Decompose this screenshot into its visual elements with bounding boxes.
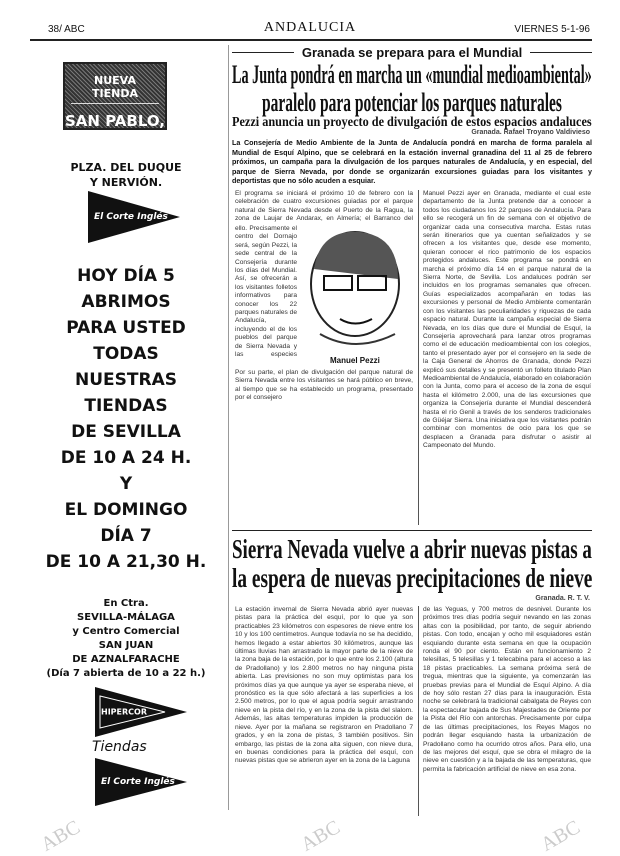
ad-line: Y	[119, 474, 133, 494]
ad-small-line: (Día 7 abierta de 10 a 22 h.)	[46, 668, 206, 679]
body-text: ello. Precisamente el centro del Dornajo será, según Pezzi, la sede central de la Consejería durante los días del Mundial. Así, se ofrecerán a los visitantes folletos informativos para conocer los 22 parques naturales de Andalucía, incluyendo el de los pueblos del parque de Sierra Nevada y las especies	[235, 225, 297, 359]
new-store-banner	[63, 62, 167, 148]
ad-line: DÍA 7	[100, 526, 152, 546]
watermark: ABC	[297, 816, 344, 856]
ad-line: PARA USTED	[66, 318, 186, 338]
byline: Granada. R. T. V.	[535, 595, 590, 602]
ad-small-line: DE AZNALFARACHE	[72, 654, 180, 665]
issue-date: VIERNES 5-1-96	[514, 24, 590, 35]
headline: la espera de nuevas precipitaciones de nieve	[232, 563, 593, 593]
body-text: Por su parte, el plan de divulgación del parque natural de Sierra Nevada entre los visitantes se hará público en breve, al tiempo que se ha establecido un programa, presentado por el consejero	[235, 369, 413, 402]
ad-small-line: y Centro Comercial	[72, 626, 180, 637]
headline: La Junta pondrá en marcha un «mundial medioambiental»	[232, 60, 592, 89]
ad-line: NUESTRAS	[75, 370, 177, 390]
el-corte-ingles-logo	[88, 191, 180, 243]
column-divider	[228, 45, 229, 810]
banner-top-text: NUEVA TIENDA	[71, 74, 159, 104]
section-title: ANDALUCIA	[263, 20, 357, 35]
location-line: Y NERVIÓN.	[89, 176, 163, 189]
brand-name: El Corte Inglés	[94, 212, 168, 222]
ad-line: DE 10 A 24 H.	[60, 448, 192, 468]
body-text: El programa se iniciará el próximo 10 de febrero con la celebración de cuatro excursiones guiadas por el parque natural de Sierra Nevada desde el Puerto de la Ragua, la zona de Laujar de Andarax, en Almería; el Barranco del	[235, 190, 413, 223]
byline: Granada. Rafael Troyano Valdivieso	[471, 129, 590, 136]
watermark: ABC	[37, 816, 84, 856]
headline: Sierra Nevada vuelve a abrir nuevas pistas a	[232, 534, 592, 564]
subheadline: Pezzi anuncia un proyecto de divulgación de estos espacios andaluces	[232, 115, 592, 130]
ad-line: TIENDAS	[84, 396, 168, 416]
hipercor-logo	[95, 687, 187, 737]
ad-line: DE SEVILLA	[71, 422, 181, 442]
header-rule	[30, 39, 592, 41]
kicker-text: Granada se prepara para el Mundial	[301, 45, 523, 60]
brand-name: El Corte Inglés	[101, 777, 175, 787]
banner-bottom-text: SAN PABLO, 1	[65, 112, 165, 148]
ad-line: TODAS	[93, 344, 159, 364]
ad-small-line: SEVILLA-MÁLAGA	[77, 612, 175, 623]
watermark: ABC	[537, 816, 584, 856]
ad-line: DE 10 A 21,30 H.	[45, 552, 207, 572]
el-corte-ingles-logo	[95, 758, 187, 806]
tiendas-label: Tiendas	[92, 739, 147, 755]
body-text: de las Yeguas, y 700 metros de desnivel. Durante los próximos tres días podría seguir nevando en las zonas altas con la posibilidad, por tanto, de seguir abriendo pistas. Con todo, encajan y ocho mil esquiadores están esquiando durante esta semana en que la ocupación ronda el 90 por ciento. Están en funcionamiento 2 telesillas, 5 telesillas y 1 telecabina para el acceso a las 18 pistas practicables. La semana próxima será de tregua, mientras que la siguiente, ya comenzarán las pruebas previas para el Mundial de Esquí Alpino. A día de hoy sólo restan 27 días para la inauguración. Esta noche se celebrará la tradicional cabalgata de Reyes con la espectacular bajada de Sus Majestades de Oriente por la Pista del Río con antorchas. Precisamente por culpa de las últimas precipitaciones, los Reyes Magos no podrán llegar esquiando hasta la urbanización de Pradollano como ha ocurrido otros años. Para ello, una de las mejores del esquí, que se obra el milagro de la nieve en cuestión y a la bajada de las temperaturas, que permita la fabricación artificial de nieve en esa zona.	[423, 606, 591, 773]
ad-line: HOY DÍA 5	[77, 266, 175, 286]
ad-line: ABRIMOS	[81, 292, 171, 312]
body-text: La estación invernal de Sierra Nevada abrió ayer nuevas pistas para la práctica del esquí, por lo que ya son practicables 23 kilómetros con espesores de nieve entre los 10 y los 100 centímetros. Aunque todavía no se ha decidido, hemos llegado a estar abiertos 30 kilómetros, aunque las últimas lluvias han arrastrado la mayor parte de la nieve de la zona baja de la estación, por lo que entre los 2.100 (altura de Pradollano) y los 2.800 metros no hay ninguna pista abierta. Las previsiones no son muy optimistas para los próximos días ya que aunque ya ayer se esperaba nieve, el pronóstico es la que sólo afectará a las superficies a los 2.500 metros, por lo que el agua podría seguir arrastrando nieve en la pista del río, y en la zona de la pista del slalom. Además, las altas temperaturas impiden la producción de nieve. Ayer por la mañana se registraron en Pradollano 7 grados, y en la zona de pistas, 3 también positivos. Sin embargo, las pistas de la zona alta siguen, con nieve dura, en buenas condiciones para la práctica del esquí, con nuevas pistas que se abrieron ayer en la zona de la Laguna	[235, 606, 413, 765]
column-divider	[418, 190, 419, 525]
ad-small-line: SAN JUAN	[98, 640, 154, 651]
article-kicker	[232, 45, 592, 60]
article-separator	[232, 530, 592, 531]
headline: paralelo para potenciar los parques naturales	[262, 88, 562, 117]
page-number: 38/ ABC	[48, 24, 85, 35]
ad-small-line: En Ctra.	[103, 598, 149, 609]
hipercor-text: HIPERCOR	[101, 707, 147, 717]
advertisement	[30, 44, 222, 824]
column-divider	[418, 606, 419, 816]
photo-caption: Manuel Pezzi	[330, 356, 380, 365]
ad-line: EL DOMINGO	[64, 500, 188, 520]
location-line: PLZA. DEL DUQUE	[70, 161, 182, 174]
portrait-illustration	[300, 224, 408, 354]
body-text: Manuel Pezzi ayer en Granada, mediante el cual este departamento de la Junta pretende dar a conocer a todos los ciudadanos los 22 parques de Andalucía. Para ello se recogerá un fin de semana con el objetivo de organizar cada una consecutiva marcha. Estas rutas serán itinerarios que ya cuentan señalizados y se ofrecen a los visitantes que, desde ese momento, quieran conocer el rico patrimonio de los espacios protegidos andaluces. Este programa se pondrá en marcha el próximo día 14 en el parque natural de la Sierra Norte, de Sevilla. Los andaluces podrán ser incluidos en los programas semanales que ofrecen. Guías especializados acompañarán en todas las excursiones y personal de Medio Ambiente comentarán con los visitantes las peculiaridades y riquezas de cada espacio natural. Durante la campaña especial de Sierra Nevada, en los días que dure el Mundial de Esquí, la Consejería aprovechará para lanzar otros programas como el de educación medioambiental con los colegios, tanto el presentado ayer por el consejero en la sede de la Caja General de Ahorros de Granada, donde Pezzi explicó sus detalles y se presentó un folleto titulado Plan Medioambiental de Andalucía, elaborado en colaboración con la Junta, como para el acceso de la zona de esquí hasta el kilómetro 2.000, una de las excursiones que organiza la Consejería durante el Mundial descenderá hasta el río Genil a través de los senderos tradicionales de Güéjar Sierra. Una iniciativa que los visitantes podrán combinar con momentos de ocio para los que se desplacen a Granada para disfrutar o asistir al Campeonato del Mundo.	[423, 190, 591, 450]
lead-paragraph: La Consejería de Medio Ambiente de la Junta de Andalucía pondrá en marcha de forma paralela al Mundial de Esquí Alpino, que se celebrará en la estación invernal granadina del 11 al 25 de febrero próximos, un campaña para la divulgación de los parques naturales de Andalucía, y en especial, del parque de Sierra Nevada, por donde se organizarán excursiones guiadas para los visitantes y deportistas que no sólo acuden a esquiar.	[232, 138, 592, 186]
